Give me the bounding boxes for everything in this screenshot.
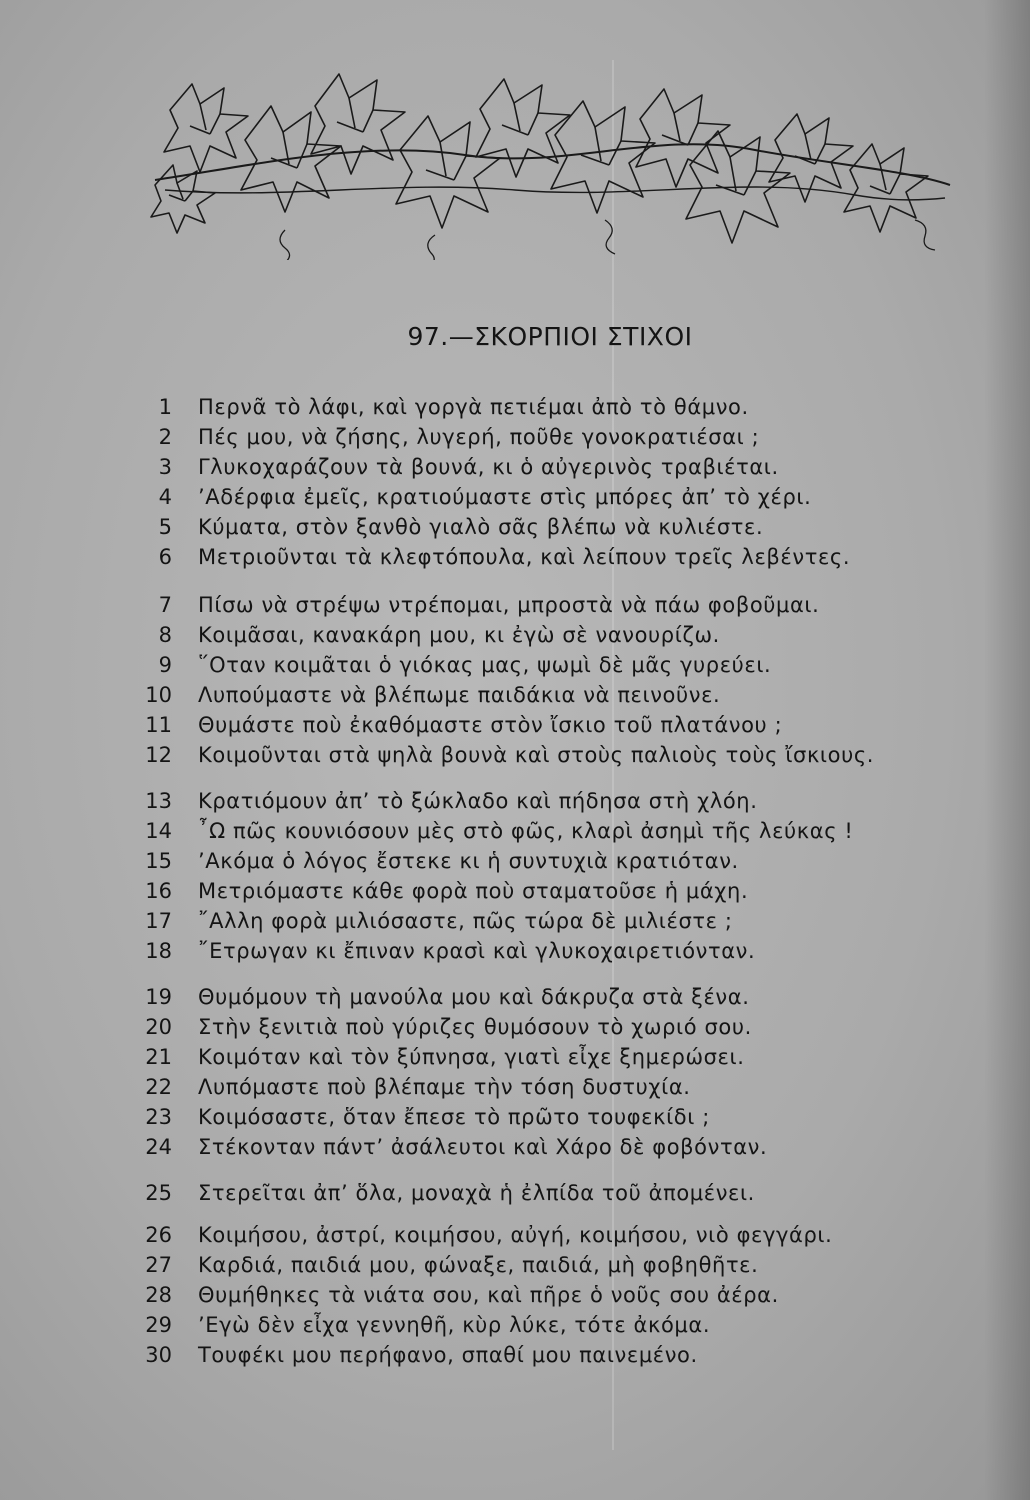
verse-number: 20 [145, 1015, 172, 1039]
verse-line [0, 392, 1030, 422]
verse-line [0, 1072, 1030, 1102]
verse-line [0, 906, 1030, 936]
verse-number: 19 [145, 985, 172, 1009]
verse-line [0, 1310, 1030, 1340]
verse-text: ῎Ετρωγαν κι ἔπιναν κρασὶ καὶ γλυκοχαιρετιόνταν. [198, 939, 756, 963]
verse-number: 13 [145, 789, 172, 813]
verse-text: Κύματα, στὸν ξανθὸ γιαλὸ σᾶς βλέπω νὰ κυλιέστε. [198, 515, 764, 539]
verse-text: Θυμάστε ποὺ ἐκαθόμαστε στὸν ἴσκιο τοῦ πλατάνου ; [198, 713, 783, 737]
verse-number: 27 [145, 1253, 172, 1277]
verse-line [0, 740, 1030, 770]
verse-line [0, 650, 1030, 680]
verse-number: 25 [145, 1181, 172, 1205]
verse-text: Μετριοῦνται τὰ κλεφτόπουλα, καὶ λείπουν τρεῖς λεβέντες. [198, 545, 851, 569]
verse-text: Κοιμοῦνται στὰ ψηλὰ βουνὰ καὶ στοὺς παλιοὺς τοὺς ἴσκιους. [198, 743, 875, 767]
verse-text: ῞Οταν κοιμᾶται ὁ γιόκας μας, ψωμὶ δὲ μᾶς γυρεύει. [198, 653, 772, 677]
verse-line [0, 710, 1030, 740]
verse-number: 29 [145, 1313, 172, 1337]
verse-number: 1 [158, 395, 172, 419]
verse-line [0, 422, 1030, 452]
verse-line [0, 1012, 1030, 1042]
verse-number: 6 [158, 545, 172, 569]
verse-text: ῎Αλλη φορὰ μιλιόσαστε, πῶς τώρα δὲ μιλιέστε ; [198, 909, 733, 933]
verse-number: 23 [145, 1105, 172, 1129]
verse-text: ’Εγὼ δὲν εἶχα γεννηθῆ, κὺρ λύκε, τότε ἀκόμα. [198, 1313, 711, 1337]
verse-number: 14 [145, 819, 172, 843]
verse-line [0, 680, 1030, 710]
verse-number: 5 [158, 515, 172, 539]
verse-number: 10 [145, 683, 172, 707]
verse-number: 30 [145, 1343, 172, 1367]
verse-text: Στὴν ξενιτιὰ ποὺ γύριζες θυμόσουν τὸ χωριό σου. [198, 1015, 752, 1039]
verse-line [0, 816, 1030, 846]
verse-text: Πίσω νὰ στρέψω ντρέπομαι, μπροστὰ νὰ πάω φοβοῦμαι. [198, 593, 820, 617]
verse-line [0, 1102, 1030, 1132]
verse-line [0, 512, 1030, 542]
verse-line [0, 620, 1030, 650]
verse-text: Κοιμόταν καὶ τὸν ξύπνησα, γιατὶ εἶχε ξημερώσει. [198, 1045, 745, 1069]
verse-text: ’Ακόμα ὁ λόγος ἔστεκε κι ἡ συντυχιὰ κρατιόταν. [198, 849, 739, 873]
verse-text: Στερεῖται ἀπ’ ὅλα, μοναχὰ ἡ ἐλπίδα τοῦ ἀπομένει. [198, 1181, 755, 1205]
verse-number: 17 [145, 909, 172, 933]
verse-line [0, 1250, 1030, 1280]
verse-text: ῏Ω πῶς κουνιόσουν μὲς στὸ φῶς, κλαρὶ ἀσημὶ τῆς λεύκας ! [198, 819, 854, 843]
verse-text: Λυπούμαστε νὰ βλέπωμε παιδάκια νὰ πεινοῦνε. [198, 683, 721, 707]
verse-number: 24 [145, 1135, 172, 1159]
verse-text: Στέκονταν πάντ’ ἀσάλευτοι καὶ Χάρο δὲ φοβόνταν. [198, 1135, 768, 1159]
verse-number: 9 [158, 653, 172, 677]
verse-line [0, 1178, 1030, 1208]
verse-text: Περνᾶ τὸ λάφι, καὶ γοργὰ πετιέμαι ἀπὸ τὸ θάμνο. [198, 395, 749, 419]
poem-title: 97.—ΣΚΟΡΠΙΟΙ ΣΤΙΧΟΙ [407, 322, 693, 351]
verse-line [0, 936, 1030, 966]
verse-line [0, 1280, 1030, 1310]
verse-line [0, 846, 1030, 876]
verse-number: 7 [158, 593, 172, 617]
verse-number: 16 [145, 879, 172, 903]
verse-text: Λυπόμαστε ποὺ βλέπαμε τὴν τόση δυστυχία. [198, 1075, 691, 1099]
verse-text: Κοιμήσου, ἀστρί, κοιμήσου, αὐγή, κοιμήσου, νιὸ φεγγάρι. [198, 1223, 833, 1247]
verse-text: Κοιμᾶσαι, κανακάρη μου, κι ἐγὼ σὲ νανουρίζω. [198, 623, 720, 647]
verse-line [0, 590, 1030, 620]
verse-text: Μετριόμαστε κάθε φορὰ ποὺ σταματοῦσε ἡ μάχη. [198, 879, 749, 903]
verse-text: ’Αδέρφια ἐμεῖς, κρατιούμαστε στὶς μπόρες ἀπ’ τὸ χέρι. [198, 485, 812, 509]
verse-line [0, 1340, 1030, 1370]
verse-text: Θυμήθηκες τὰ νιάτα σου, καὶ πῆρε ὁ νοῦς σου ἀέρα. [198, 1283, 779, 1307]
verse-number: 28 [145, 1283, 172, 1307]
verse-number: 8 [158, 623, 172, 647]
verse-line [0, 542, 1030, 572]
verse-line [0, 482, 1030, 512]
verse-number: 21 [145, 1045, 172, 1069]
verse-text: Κοιμόσαστε, ὅταν ἔπεσε τὸ πρῶτο τουφεκίδι ; [198, 1105, 710, 1129]
verse-line [0, 1042, 1030, 1072]
verse-text: Γλυκοχαράζουν τὰ βουνά, κι ὁ αὐγερινὸς τραβιέται. [198, 455, 779, 479]
verse-number: 2 [158, 425, 172, 449]
verse-text: Καρδιά, παιδιά μου, φώναξε, παιδιά, μὴ φοβηθῆτε. [198, 1253, 759, 1277]
verse-number: 12 [145, 743, 172, 767]
verse-line [0, 876, 1030, 906]
grape-vine-leaves-ornament-icon [135, 70, 955, 260]
verse-line [0, 982, 1030, 1012]
verse-line [0, 1220, 1030, 1250]
verse-number: 11 [145, 713, 172, 737]
verse-text: Κρατιόμουν ἀπ’ τὸ ξώκλαδο καὶ πήδησα στὴ χλόη. [198, 789, 758, 813]
verse-line [0, 1132, 1030, 1162]
verse-number: 22 [145, 1075, 172, 1099]
verse-line [0, 452, 1030, 482]
verse-text: Πές μου, νὰ ζήσης, λυγερή, ποῦθε γονοκρατιέσαι ; [198, 425, 760, 449]
verse-text: Τουφέκι μου περήφανο, σπαθί μου παινεμένο. [198, 1343, 698, 1367]
verse-line [0, 786, 1030, 816]
verse-number: 18 [145, 939, 172, 963]
verse-number: 15 [145, 849, 172, 873]
verse-number: 4 [158, 485, 172, 509]
verse-text: Θυμόμουν τὴ μανούλα μου καὶ δάκρυζα στὰ ξένα. [198, 985, 750, 1009]
verse-number: 3 [158, 455, 172, 479]
verse-number: 26 [145, 1223, 172, 1247]
